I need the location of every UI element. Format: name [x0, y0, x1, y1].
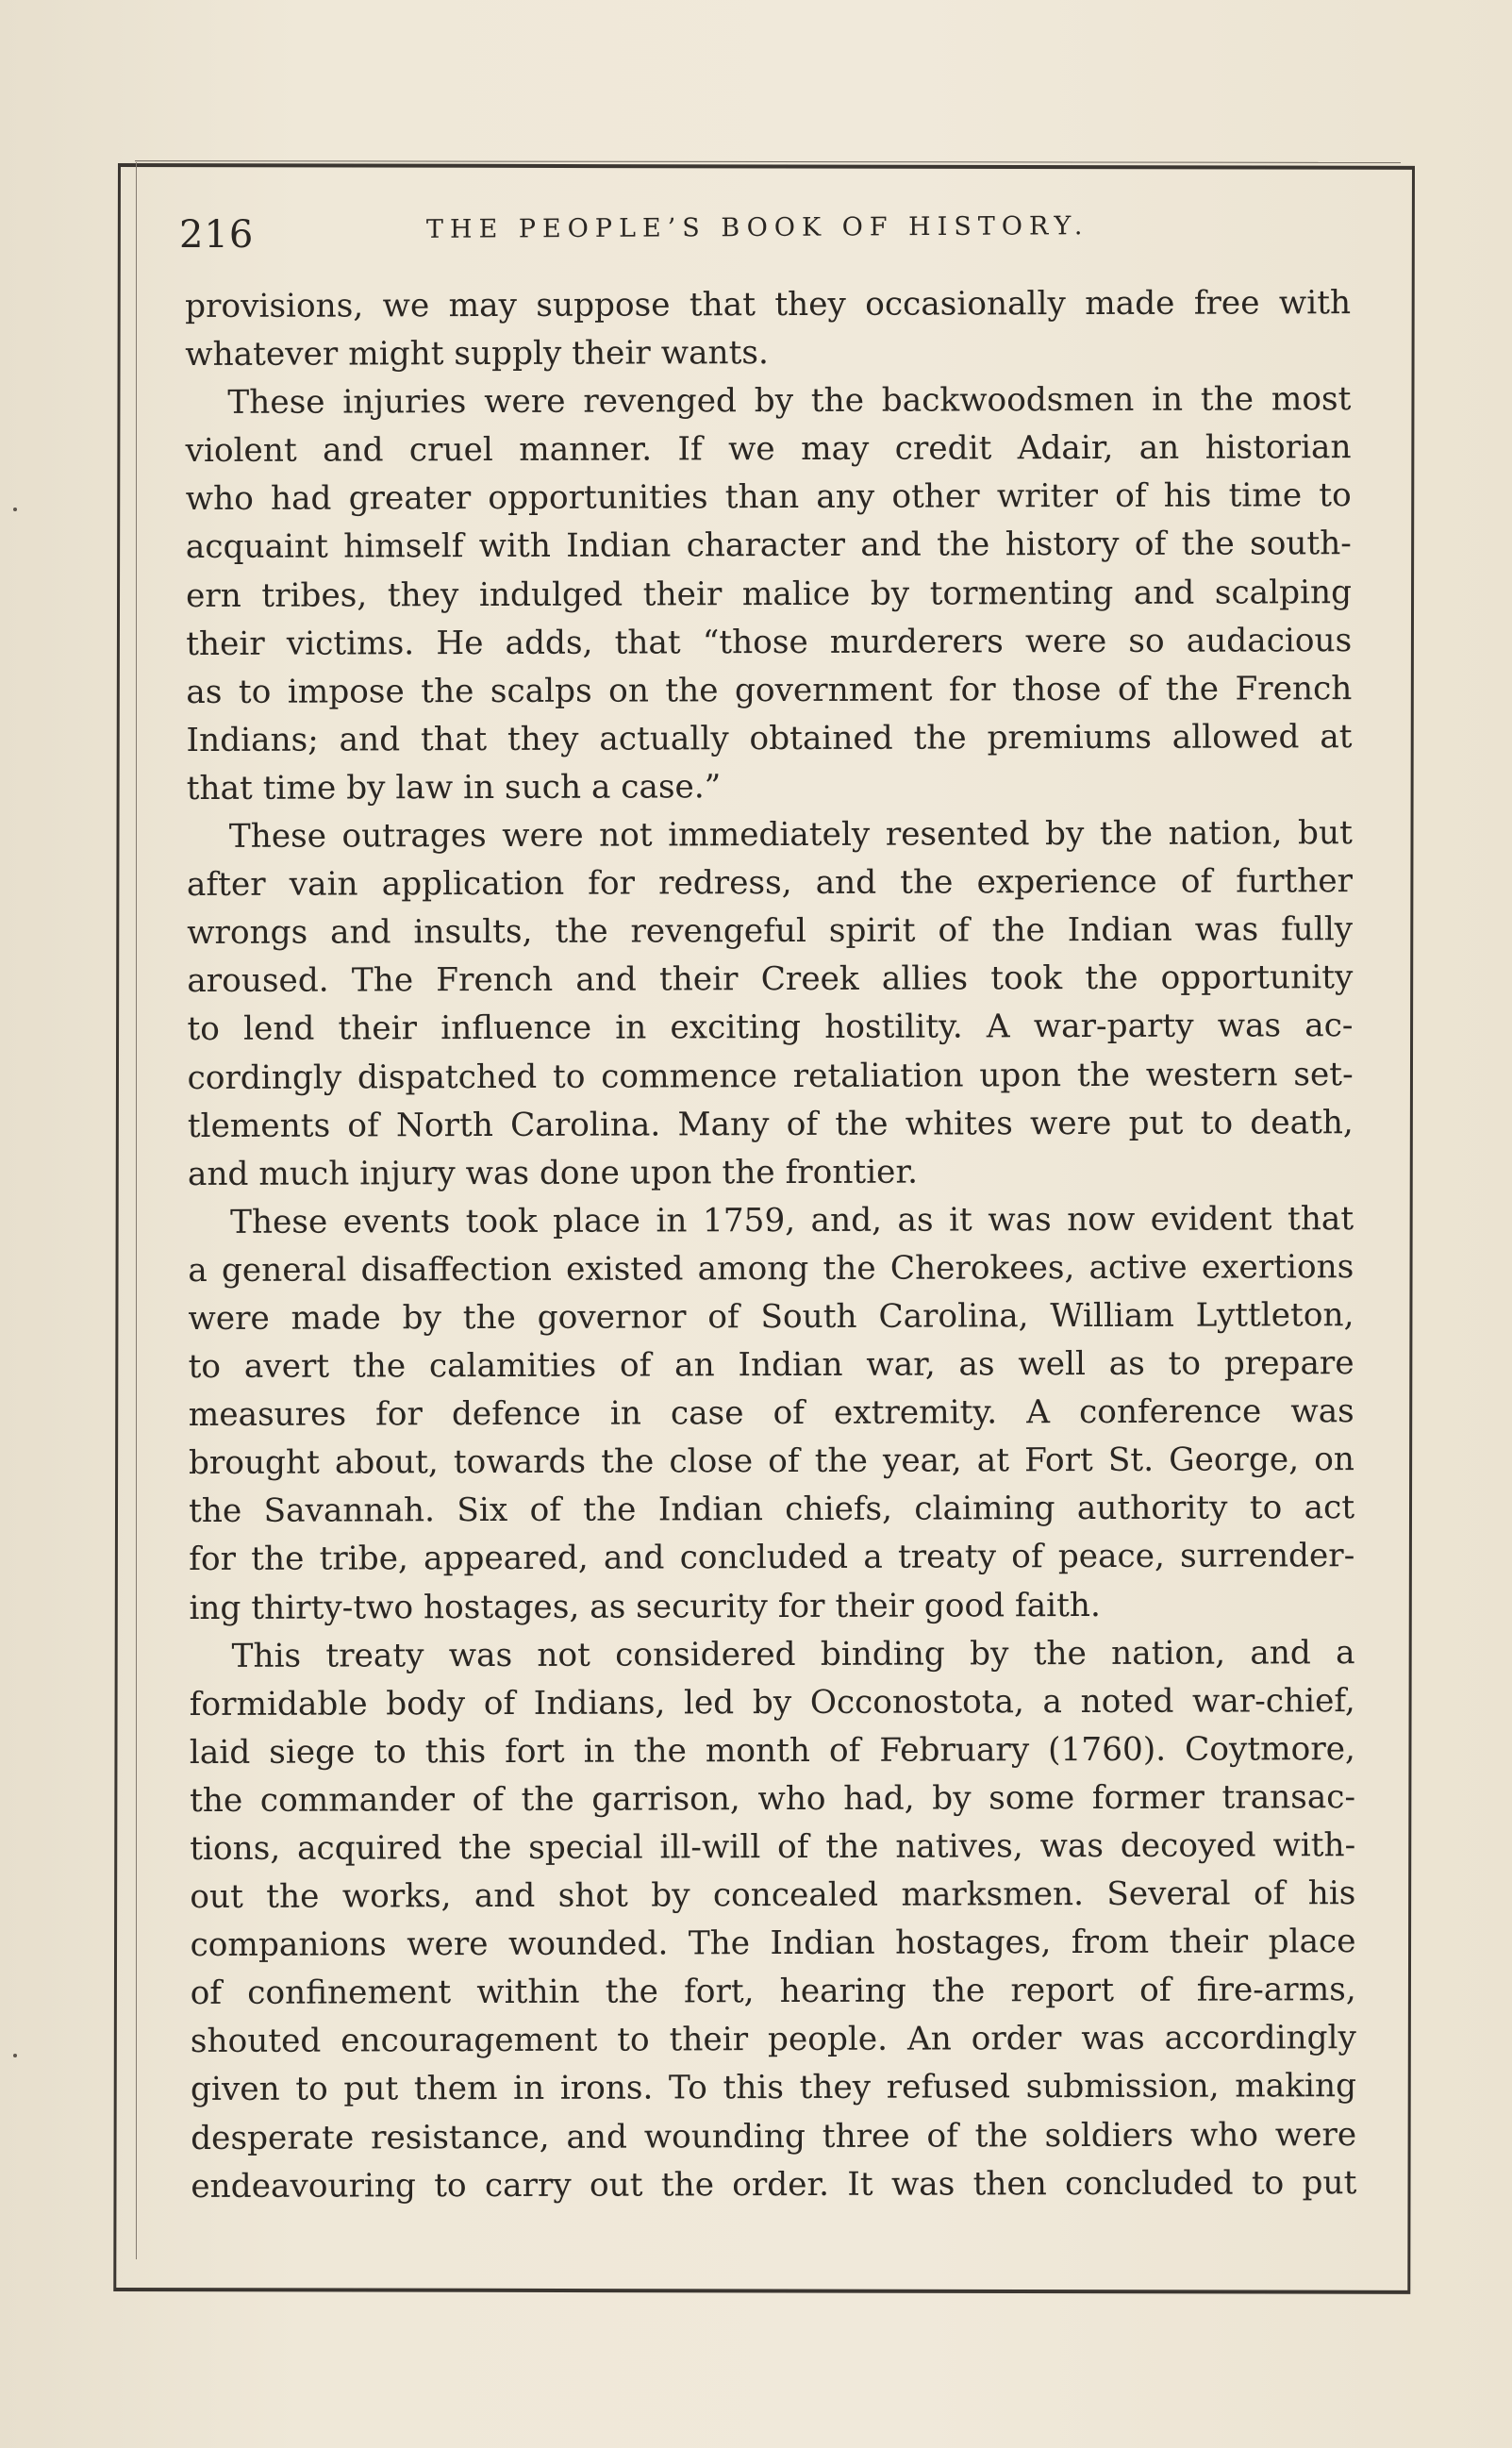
text-line: who had greater opportunities than any other writer of his time to	[185, 476, 1352, 519]
text-line: violent and cruel manner. If we may credit Adair, an historian	[185, 428, 1352, 471]
text-line: a general disaffection existed among the Cherokees, active exertions	[188, 1247, 1354, 1290]
text-line: and much injury was done upon the frontier.	[187, 1153, 919, 1193]
page-number: 216	[179, 213, 255, 257]
text-line: out the works, and shot by concealed marksmen. Several of his	[190, 1874, 1356, 1917]
text-line: given to put them in irons. To this they refused submission, making	[190, 2067, 1357, 2109]
text-line: ing thirty-two hostages, as security for their good faith.	[189, 1586, 1101, 1627]
text-line: provisions, we may suppose that they occasionally made free with	[185, 284, 1352, 325]
text-line: their victims. He adds, that “those murderers were so audacious	[186, 621, 1353, 663]
text-line: companions were wounded. The Indian hostages, from their place	[190, 1923, 1356, 1965]
text-line: endeavouring to carry out the order. It was then concluded to put	[191, 2163, 1357, 2206]
text-line: the Savannah. Six of the Indian chiefs, claiming authority to act	[189, 1489, 1355, 1531]
text-line: This treaty was not considered binding by the nation, and a	[231, 1633, 1355, 1675]
text-line: wrongs and insults, the revengeful spirit of the Indian was fully	[187, 910, 1354, 953]
text-line: of confinement within the fort, hearing the report of fire-arms,	[190, 1971, 1356, 2013]
text-line: the commander of the garrison, who had, by some former transac-	[189, 1778, 1356, 1820]
text-line: aroused. The French and their Creek allies took the opportunity	[187, 958, 1354, 1001]
text-line: after vain application for redress, and the experience of further	[186, 862, 1354, 905]
text-line: to lend their influence in exciting hostility. A war-party was ac-	[187, 1007, 1354, 1049]
margin-speck	[13, 508, 17, 511]
text-line: to avert the calamities of an Indian war, as well as to prepare	[188, 1344, 1354, 1387]
text-line: These injuries were revenged by the backwoodsmen in the most	[227, 380, 1352, 423]
text-line: measures for defence in case of extremity. A conference was	[188, 1392, 1354, 1435]
text-line: shouted encouragement to their people. An order was accordingly	[190, 2019, 1356, 2061]
left-rule	[136, 162, 137, 2259]
running-head: THE PEOPLE’S BOOK OF HISTORY.	[425, 211, 1089, 244]
text-line: ern tribes, they indulged their malice by tormenting and scalping	[185, 573, 1353, 615]
body-text	[185, 279, 1356, 2211]
text-line: tions, acquired the special ill-will of the natives, was decoyed with-	[190, 1826, 1356, 1868]
text-line: were made by the governor of South Carolina, William Lyttleton,	[188, 1296, 1354, 1338]
text-line: for the tribe, appeared, and concluded a treaty of peace, surrender-	[189, 1537, 1355, 1579]
text-line: These outrages were not immediately resented by the nation, but	[228, 814, 1353, 856]
text-line: formidable body of Indians, led by Occonostota, a noted war-chief,	[189, 1681, 1355, 1724]
text-line: brought about, towards the close of the year, at Fort St. George, on	[188, 1440, 1354, 1483]
text-line: desperate resistance, and wounding three of the soldiers who were	[191, 2115, 1357, 2157]
text-line: as to impose the scalps on the government for those of the French	[186, 669, 1353, 711]
text-line: cordingly dispatched to commence retaliation upon the western set-	[187, 1055, 1354, 1097]
text-line: tlements of North Carolina. Many of the whites were put to death,	[187, 1103, 1354, 1145]
text-line: These events took place in 1759, and, as it was now evident that	[230, 1199, 1354, 1241]
text-line: acquaint himself with Indian character and the history of the south-	[185, 525, 1352, 567]
text-line: whatever might supply their wants.	[185, 334, 769, 375]
text-line: that time by law in such a case.”	[186, 768, 722, 808]
page-header	[179, 209, 1368, 266]
text-line: Indians; and that they actually obtained the premiums allowed at	[186, 717, 1353, 759]
text-line: laid siege to this fort in the month of February (1760). Coytmore,	[189, 1729, 1355, 1772]
margin-speck	[13, 2054, 17, 2057]
